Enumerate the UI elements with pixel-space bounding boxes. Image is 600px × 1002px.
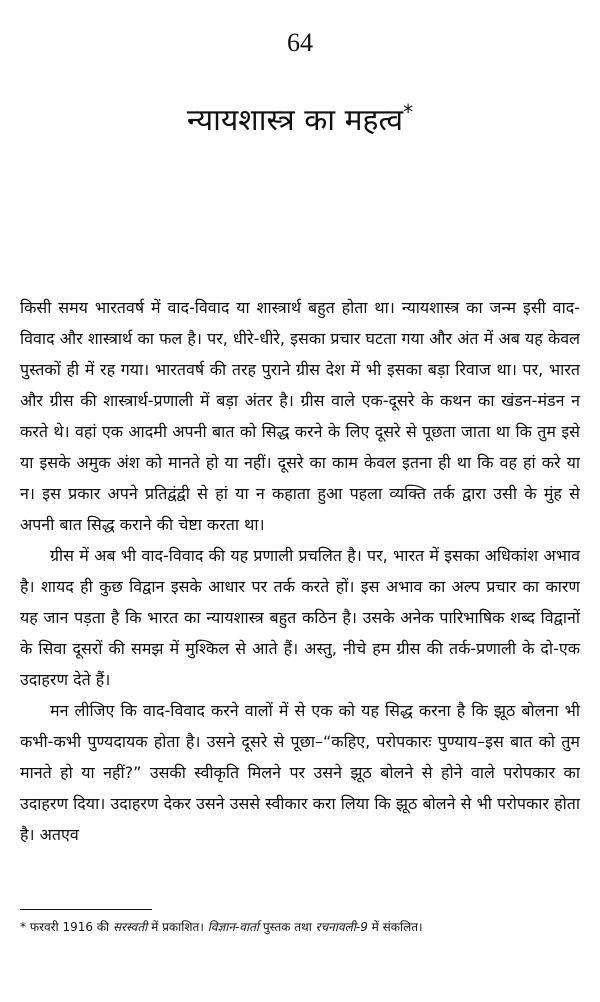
footnote-marker: * [20,920,26,934]
chapter-title [0,102,600,140]
footnote-text-1: फरवरी 1916 की [26,920,113,934]
footnote-divider [20,909,152,910]
footnote-text-2: में प्रकाशित। [147,920,208,934]
footnote-source-vigyan-varta: विज्ञान-वार्ता [207,920,260,934]
footnote-text-3: पुस्तक तथा [259,920,316,934]
footnote-text-4: में संकलित। [367,920,423,934]
paragraph-3: मन लीजिए कि वाद-विवाद करने वालों में से एक को यह सिद्ध करना है कि झूठ बोलना भी कभी-कभी पुण्यदायक होता है। उसने दूसरे से पूछा–“कहिए, परोपकारः पुण्याय–इस बात को तुम मानते हो या नहीं?” उसकी स्वीकृति मिलने पर उसने झूठ बोलने से होने वाले परोपकार का उदाहरण दिया। उदाहरण देकर उसने उससे स्वीकार करा लिया कि झूठ बोलने से भी परोपकार होता है। अतएव [20,701,580,844]
footnote-source-saraswati: सरस्वती [112,920,148,934]
paragraph-2: ग्रीस में अब भी वाद-विवाद की यह प्रणाली प्रचलित है। पर, भारत में इसका अधिकांश अभाव है। शायद ही कुछ विद्वान इसके आधार पर तर्क करते हों। इस अभाव का अल्प प्रचार का कारण यह जान पड़ता है कि भारत का न्यायशास्त्र बहुत कठिन है। उसके अनेक पारिभाषिक शब्द विद्वानों के सिवा दूसरों की समझ में मुश्किल से आते हैं। अस्तु, नीचे हम ग्रीस की तर्क-प्रणाली के दो-एक उदाहरण देते हैं। [20,546,580,689]
footnote-source-rachnavali: रचनावली-9 [315,920,368,934]
body-text [20,292,580,850]
page-number: 64 [287,28,313,57]
footnote-reference-marker: * [403,100,414,125]
footnote [20,918,580,936]
paragraph-1: किसी समय भारतवर्ष में वाद-विवाद या शास्त्रार्थ बहुत होता था। न्यायशास्त्र का जन्म इसी वाद-विवाद और शास्त्रार्थ का फल है। पर, धीरे-धीरे, इसका प्रचार घटता गया और अंत में अब यह केवल पुस्तकों ही में रह गया। भारतवर्ष की तरह पुराने ग्रीस देश में भी इसका बड़ा रिवाज था। पर, भारत और ग्रीस की शास्त्रार्थ-प्रणाली में बड़ा अंतर है। ग्रीस वाले एक-दूसरे के कथन का खंडन-मंडन न करते थे। वहां एक आदमी अपनी बात को सिद्ध करने के लिए दूसरे से पूछता जाता था कि तुम इसे या इसके अमुक अंश को मानते हो या नहीं। दूसरे का काम केवल इतना ही था कि वह हां करे या न। इस प्रकार अपने प्रतिद्वंद्वी से हां या न कहाता हुआ पहला व्यक्ति तर्क द्वारा उसी के मुंह से अपनी बात सिद्ध कराने की चेष्टा करता था। [20,298,580,534]
chapter-title-text: न्यायशास्त्र का महत्व [186,103,404,139]
